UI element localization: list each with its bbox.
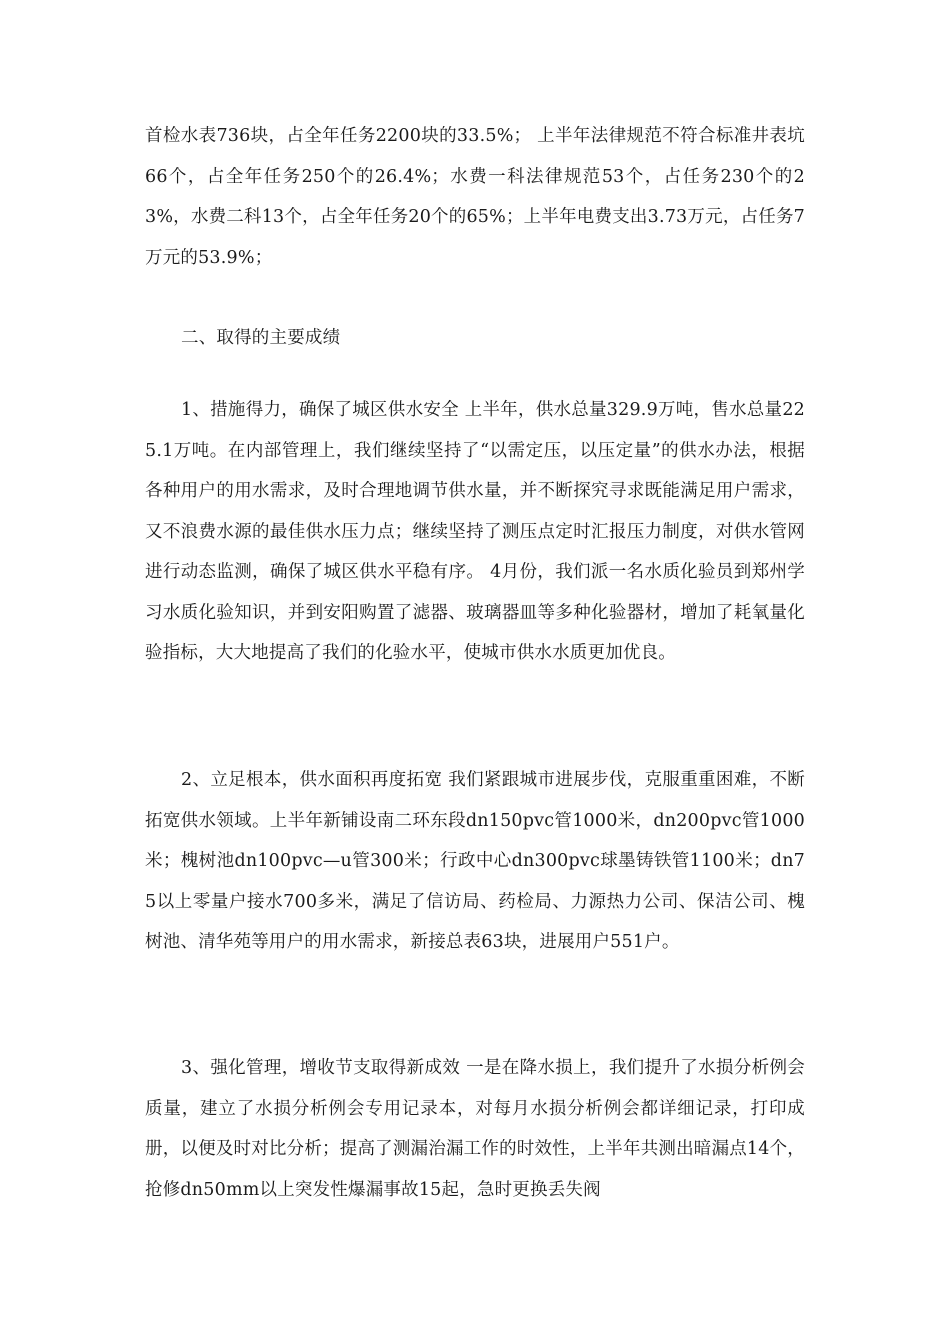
paragraph-management-results: 3、强化管理，增收节支取得新成效 一是在降水损上，我们提升了水损分析例会质量，建立了水损分析例会专用记录本，对每月水损分析例会都详细记录，打印成册，以便及时对比分析；提高了测漏治漏工作的时效性，上半年共测出暗漏点14个，抢修dn50mm以上突发性爆漏事故15起，急时更换丢失阀 [145, 1058, 805, 1200]
paragraph-water-supply-safety: 1、措施得力，确保了城区供水安全 上半年，供水总量329.9万吨，售水总量225.1万吨。在内部管理上，我们继续坚持了“以需定压，以压定量”的供水办法，根据各种用户的用水需求，及时合理地调节供水量，并不断探究寻求既能满足用户需求，又不浪费水源的最佳供水压力点；继续坚持了测压点定时汇报压力制度，对供水管网进行动态监测，确保了城区供水平稳有序。 4月份，我们派一名水质化验员到郑州学习水质化验知识，并到安阳购置了滤器、玻璃器皿等多种化验器材，增加了耗氧量化验指标，大大地提高了我们的化验水平，使城市供水水质更加优良。 [145, 400, 805, 663]
paragraph-water-meter-stats: 首检水表736块，占全年任务2200块的33.5%； 上半年法律规范不符合标准井表坑66个，占全年任务250个的26.4%；水费一科法律规范53个，占任务230个的23%，水费二科13个，占全年任务20个的65%；上半年电费支出3.73万元，占任务7万元的53.9%； [145, 126, 805, 268]
section-heading: 二、取得的主要成绩 [181, 328, 341, 348]
paragraph-supply-area-expansion: 2、立足根本，供水面积再度拓宽 我们紧跟城市进展步伐，克服重重困难，不断拓宽供水领域。上半年新铺设南二环东段dn150pvc管1000米，dn200pvc管1000米；槐树池dn100pvc—u管300米；行政中心dn300pvc球墨铸铁管1100米；dn75以上零量户接水700多米，满足了信访局、药检局、力源热力公司、保洁公司、槐树池、清华苑等用户的用水需求，新接总表63块，进展用户551户。 [145, 770, 805, 952]
